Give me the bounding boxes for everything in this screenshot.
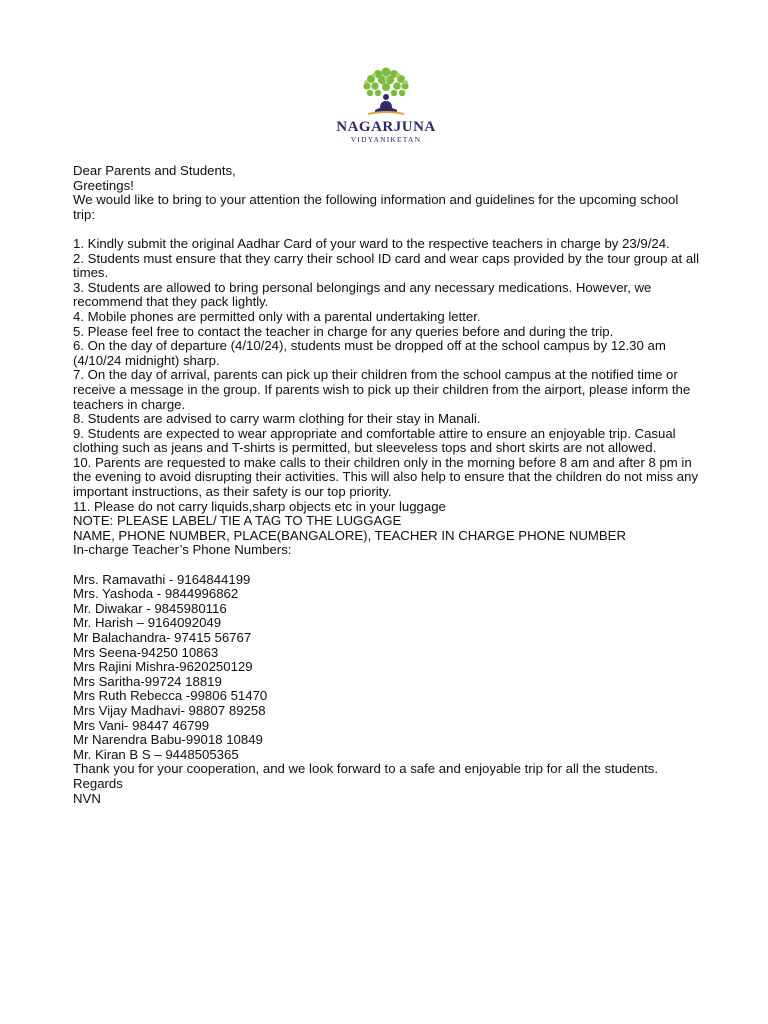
guideline-item: 7. On the day of arrival, parents can pick up their children from the school campus at the notified time or receive a message in the group. If parents wish to pick up their children from the airport, please inform the teachers in charge. (73, 367, 691, 412)
guideline-item: 2. Students must ensure that they carry their school ID card and wear caps provided by the tour group at all times. (73, 250, 700, 281)
contact-item: Mrs Ruth Rebecca -99806 51470 (73, 688, 268, 704)
contact-item: Mrs. Ramavathi - 9164844199 (73, 571, 251, 587)
signature: NVN (73, 790, 101, 806)
guideline-item: 5. Please feel free to contact the teacher in charge for any queries before and during the trip. (73, 323, 614, 339)
contact-item: Mrs Vani- 98447 46799 (73, 717, 210, 733)
guideline-item: 3. Students are allowed to bring personal belongings and any necessary medications. However, we recommend that they pack lightly. (73, 279, 652, 310)
contact-item: Mr Balachandra- 97415 56767 (73, 630, 252, 645)
contacts-heading: In-charge Teacher’s Phone Numbers: (73, 542, 292, 558)
guideline-item: 9. Students are expected to wear appropriate and comfortable attire to ensure an enjoyable trip. Casual clothing such as jeans and T-shirts is permitted, but sleeveless tops and short skirts are not allowed. (73, 425, 676, 456)
school-logo (330, 66, 442, 156)
contact-item: Mrs. Yashoda - 9844996862 (73, 586, 239, 602)
contact-item: Mrs Vijay Madhavi- 98807 89258 (73, 702, 266, 718)
guideline-item: 6. On the day of departure (4/10/24), students must be dropped off at the school campus by 12.30 am (4/10/24 midnight) sharp. (73, 338, 666, 368)
blank-line (73, 222, 703, 237)
contact-item: Mr. Kiran B S – 9448505365 (73, 746, 239, 762)
greeting: Greetings! (73, 177, 134, 193)
guideline-item: 1. Kindly submit the original Aadhar Card of your ward to the respective teachers in charge by 23/9/24. (73, 235, 670, 251)
guideline-item: 11. Please do not carry liquids,sharp objects etc in your luggage (73, 498, 446, 514)
salutation: Dear Parents and Students, (73, 163, 236, 178)
intro-paragraph: We would like to bring to your attention the following information and guidelines for the upcoming school trip: (73, 192, 679, 222)
contact-item: Mrs Seena-94250 10863 (73, 644, 219, 660)
letter-body (73, 164, 703, 806)
regards: Regards (73, 775, 123, 791)
contact-item: Mrs Rajini Mishra-9620250129 (73, 659, 253, 675)
logo-name: NAGARJUNA (336, 119, 436, 135)
luggage-note: NOTE: PLEASE LABEL/ TIE A TAG TO THE LUGGAGE (73, 513, 402, 529)
contact-item: Mr. Diwakar - 9845980116 (73, 600, 227, 616)
blank-line (73, 558, 703, 573)
guideline-item: 8. Students are advised to carry warm clothing for their stay in Manali. (73, 411, 481, 427)
guideline-item: 10. Parents are requested to make calls to their children only in the morning before 8 am and after 8 pm in the evening to avoid disrupting their activities. This will also help to ensure that the children do not miss any important instructions, as their safety is our top priority. (73, 454, 699, 500)
contact-item: Mr. Harish – 9164092049 (73, 615, 222, 631)
logo-subtitle: VIDYANIKETAN (350, 135, 422, 144)
tree-emblem-icon (356, 66, 416, 118)
contact-item: Mrs Saritha-99724 18819 (73, 673, 222, 689)
guideline-item: 4. Mobile phones are permitted only with a parental undertaking letter. (73, 308, 481, 324)
luggage-note-fields: NAME, PHONE NUMBER, PLACE(BANGALORE), TEACHER IN CHARGE PHONE NUMBER (73, 527, 626, 543)
closing-paragraph: Thank you for your cooperation, and we look forward to a safe and enjoyable trip for all the students. (73, 761, 658, 777)
contact-item: Mr Narendra Babu-99018 10849 (73, 732, 263, 748)
